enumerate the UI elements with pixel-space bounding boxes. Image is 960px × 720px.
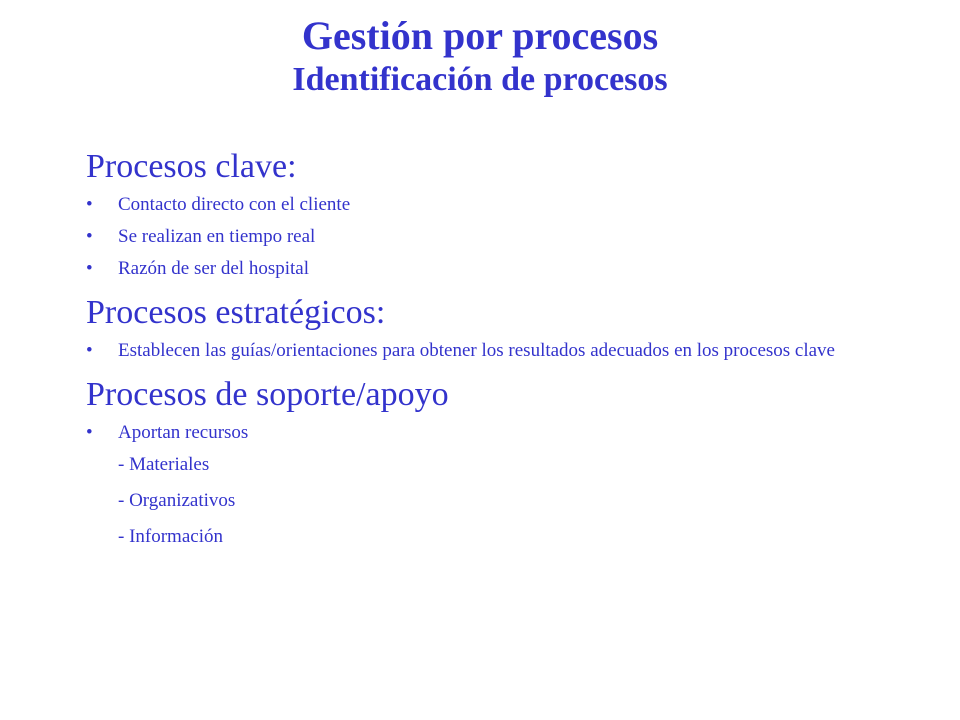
slide-content: [86, 144, 906, 562]
bullet-list: [86, 340, 906, 362]
bullet-item: [86, 258, 906, 280]
bullet-item: [86, 226, 906, 248]
bullet-icon: •: [86, 226, 93, 247]
bullet-item: [86, 194, 906, 216]
bullet-text: Aportan recursos: [118, 422, 249, 443]
bullet-icon: •: [86, 258, 93, 279]
sub-item: - Información: [118, 526, 223, 547]
bullet-text: Se realizan en tiempo real: [118, 226, 316, 247]
bullet-icon: •: [86, 340, 93, 361]
bullet-text: Razón de ser del hospital: [118, 258, 310, 279]
section-strategic-processes: [86, 290, 906, 362]
bullet-item: [86, 422, 906, 444]
section-heading: Procesos estratégicos:: [86, 294, 386, 331]
section-heading: Procesos clave:: [86, 148, 297, 185]
section-key-processes: [86, 144, 906, 280]
slide-subtitle: Identificación de procesos: [292, 61, 668, 98]
slide-title: Gestión por procesos: [301, 13, 659, 58]
bullet-icon: •: [86, 194, 93, 215]
bullet-list: [86, 422, 906, 444]
bullet-item: [86, 340, 906, 362]
bullet-list: [86, 194, 906, 280]
section-heading: Procesos de soporte/apoyo: [86, 376, 449, 413]
bullet-text: Establecen las guías/orientaciones para obtener los resultados adecuados en los procesos clave: [118, 340, 835, 361]
section-support-processes: [86, 372, 906, 548]
bullet-text: Contacto directo con el cliente: [118, 194, 351, 215]
sub-item: - Materiales: [118, 454, 210, 475]
sub-item: - Organizativos: [118, 490, 236, 511]
title-block: [0, 12, 960, 100]
sub-list: [86, 454, 906, 548]
bullet-icon: •: [86, 422, 93, 443]
